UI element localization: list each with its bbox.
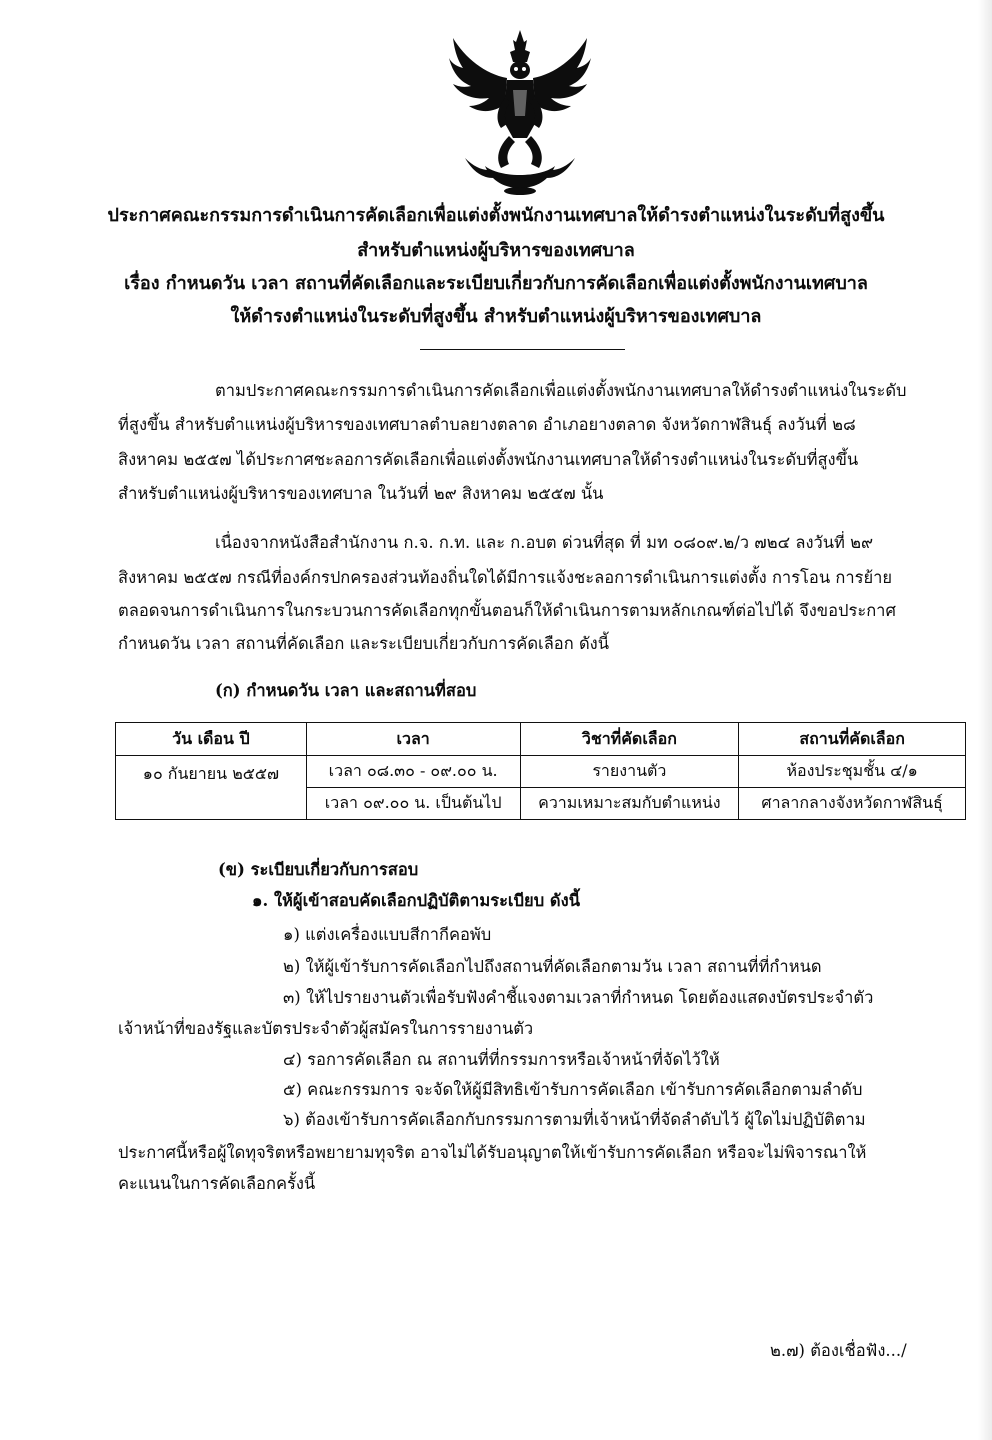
cell-subject: รายงานตัว [520, 756, 739, 788]
cell-date: ๑๐ กันยายน ๒๕๕๗ [116, 756, 307, 820]
scan-edge-shadow [978, 0, 992, 1440]
rule-sub-5: ๕) คณะกรรมการ จะจัดให้ผู้มีสิทธิเข้ารับการคัดเลือก เข้ารับการคัดเลือกตามลำดับ [283, 1080, 863, 1099]
table-row [116, 756, 966, 788]
cell-place: ห้องประชุมชั้น ๔/๑ [739, 756, 966, 788]
col-header-place: สถานที่คัดเลือก [739, 723, 966, 756]
section-a-title: (ก) กำหนดวัน เวลา และสถานที่สอบ [215, 681, 477, 700]
rule-sub-6b: ประกาศนี้หรือผู้ใดทุจริตหรือพยายามทุจริต อาจไม่ได้รับอนุญาตให้เข้ารับการคัดเลือก หรือจะไม่พิจารณาให้ [118, 1143, 867, 1162]
para1-line1: ตามประกาศคณะกรรมการดำเนินการคัดเลือกเพื่อแต่งตั้งพนักงานเทศบาลให้ดำรงตำแหน่งในระดับ [215, 381, 907, 400]
exam-schedule-table [115, 722, 966, 820]
para2-line2: สิงหาคม ๒๕๕๗ กรณีที่องค์กรปกครองส่วนท้องถิ่นใดได้มีการแจ้งชะลอการดำเนินการแต่งตั้ง การโอน การย้าย [118, 568, 893, 587]
cell-place: ศาลากลางจังหวัดกาฬสินธุ์ [739, 788, 966, 820]
rule-item-1: ๑. ให้ผู้เข้าสอบคัดเลือกปฏิบัติตามระเบียบ ดังนี้ [252, 891, 580, 910]
garuda-emblem-icon [445, 28, 595, 196]
continued-marker: ๒.๗) ต้องเชื่อฟัง.../ [770, 1341, 907, 1360]
title-divider [420, 349, 625, 350]
col-header-time: เวลา [306, 723, 520, 756]
para2-line4: กำหนดวัน เวลา สถานที่คัดเลือก และระเบียบเกี่ยวกับการคัดเลือก ดังนี้ [118, 634, 610, 653]
para2-line3: ตลอดจนการดำเนินการในกระบวนการคัดเลือกทุกขั้นตอนก็ให้ดำเนินการตามหลักเกณฑ์ต่อไปได้ จึงขอประกาศ [118, 601, 896, 620]
col-header-date: วัน เดือน ปี [116, 723, 307, 756]
rule-sub-6a: ๖) ต้องเข้ารับการคัดเลือกกับกรรมการตามที่เจ้าหน้าที่จัดลำดับไว้ ผู้ใดไม่ปฏิบัติตาม [283, 1110, 866, 1129]
para1-line2: ที่สูงขึ้น สำหรับตำแหน่งผู้บริหารของเทศบาลตำบลยางตลาด อำเภอยางตลาด จังหวัดกาฬสินธุ์ ลงวันที่ ๒๘ [118, 415, 856, 434]
rule-sub-3a: ๓) ให้ไปรายงานตัวเพื่อรับฟังคำชี้แจงตามเวลาที่กำหนด โดยต้องแสดงบัตรประจำตัว [283, 988, 874, 1007]
para1-line3: สิงหาคม ๒๕๕๗ ได้ประกาศชะลอการคัดเลือกเพื่อแต่งตั้งพนักงานเทศบาลให้ดำรงตำแหน่งในระดับที่สูงขึ้น [118, 450, 859, 469]
rule-sub-4: ๔) รอการคัดเลือก ณ สถานที่ที่กรรมการหรือเจ้าหน้าที่จัดไว้ให้ [283, 1050, 720, 1069]
announcement-subject-line2: ให้ดำรงตำแหน่งในระดับที่สูงขึ้น สำหรับตำแหน่งผู้บริหารของเทศบาล [230, 306, 762, 327]
announcement-subject-line1: เรื่อง กำหนดวัน เวลา สถานที่คัดเลือกและระเบียบเกี่ยวกับการคัดเลือกเพื่อแต่งตั้งพนักงานเทศบาล [124, 273, 868, 294]
cell-time: เวลา ๐๙.๐๐ น. เป็นต้นไป [306, 788, 520, 820]
rule-sub-1: ๑) แต่งเครื่องแบบสีกากีคอพับ [283, 925, 492, 944]
rule-sub-3b: เจ้าหน้าที่ของรัฐและบัตรประจำตัวผู้สมัครในการรายงานตัว [118, 1019, 534, 1038]
cell-subject: ความเหมาะสมกับตำแหน่ง [520, 788, 739, 820]
rule-sub-2: ๒) ให้ผู้เข้ารับการคัดเลือกไปถึงสถานที่คัดเลือกตามวัน เวลา สถานที่ที่กำหนด [283, 957, 822, 976]
table-header-row [116, 723, 966, 756]
cell-time: เวลา ๐๘.๓๐ - ๐๙.๐๐ น. [306, 756, 520, 788]
para1-line4: สำหรับตำแหน่งผู้บริหารของเทศบาล ในวันที่ ๒๙ สิงหาคม ๒๕๕๗ นั้น [118, 484, 604, 503]
announcement-title-line1: ประกาศคณะกรรมการดำเนินการคัดเลือกเพื่อแต่งตั้งพนักงานเทศบาลให้ดำรงตำแหน่งในระดับที่สูงขึ้น [107, 205, 885, 226]
announcement-title-line2: สำหรับตำแหน่งผู้บริหารของเทศบาล [357, 240, 635, 261]
col-header-subject: วิชาที่คัดเลือก [520, 723, 739, 756]
section-b-title: (ข) ระเบียบเกี่ยวกับการสอบ [218, 860, 419, 879]
rule-sub-6c: คะแนนในการคัดเลือกครั้งนี้ [118, 1174, 316, 1193]
para2-line1: เนื่องจากหนังสือสำนักงาน ก.จ. ก.ท. และ ก.อบต ด่วนที่สุด ที่ มท ๐๘๐๙.๒/ว ๗๒๔ ลงวันที่ ๒๙ [215, 533, 874, 552]
